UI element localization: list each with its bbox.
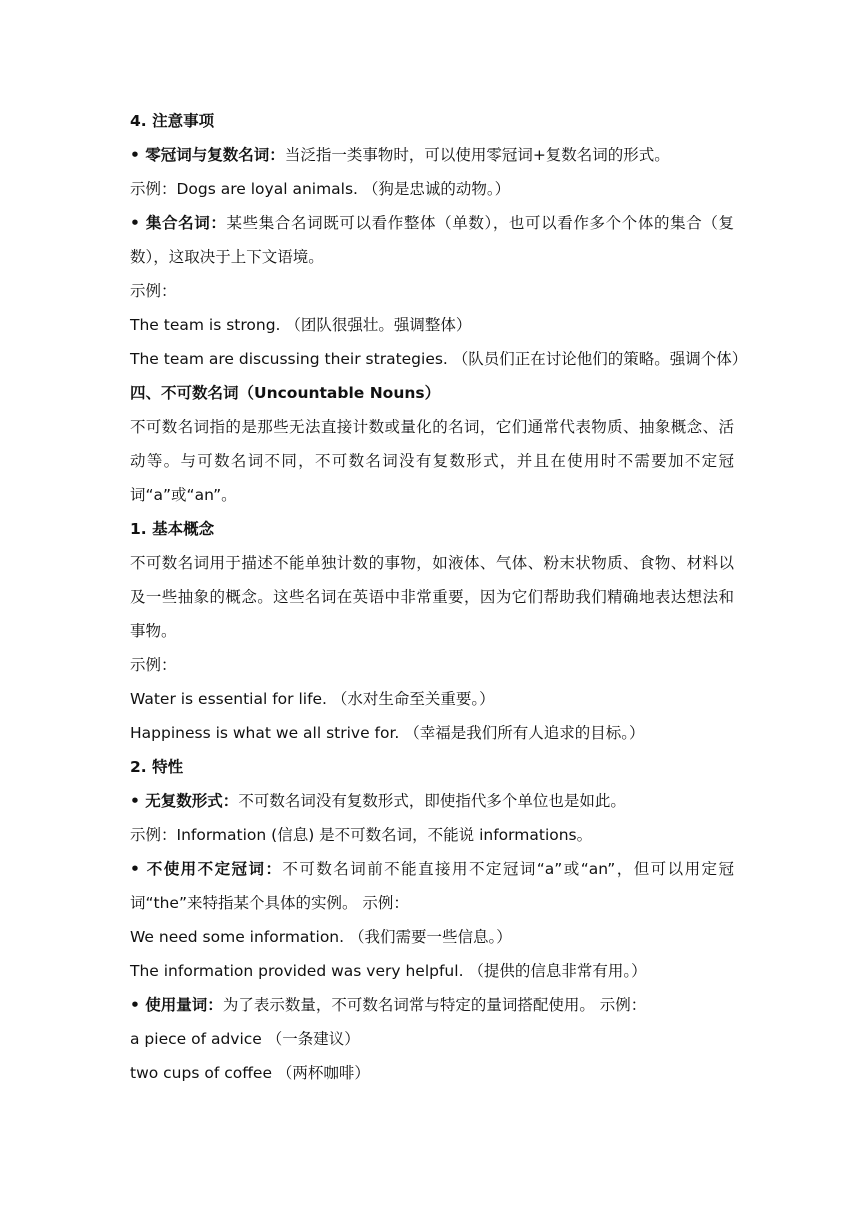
- subsection-heading-characteristics: 2. 特性: [130, 758, 184, 776]
- example-line: The team is strong. （团队很强壮。强调整体）: [130, 316, 472, 334]
- bullet-label: • 集合名词：: [130, 214, 227, 232]
- section-heading-uncountable: 四、不可数名词（Uncountable Nouns）: [130, 384, 441, 402]
- document-page: [130, 104, 748, 1090]
- example-line: The information provided was very helpful. （提供的信息非常有用。）: [130, 962, 647, 980]
- example-line: We need some information. （我们需要一些信息。）: [130, 928, 512, 946]
- example-line: Water is essential for life. （水对生命至关重要。）: [130, 690, 495, 708]
- bullet-label: • 使用量词：: [130, 996, 223, 1014]
- bullet-measure-words: [130, 988, 734, 1022]
- bullet-text: 为了表示数量，不可数名词常与特定的量词搭配使用。 示例：: [222, 996, 647, 1014]
- example-line: Happiness is what we all strive for. （幸福是我们所有人追求的目标。）: [130, 724, 645, 742]
- subsection-heading-notes: 4. 注意事项: [130, 112, 215, 130]
- bullet-no-plural: [130, 784, 734, 818]
- bullet-text: 某些集合名词既可以看作整体（单数），也可以看作多个个体的集合（复数），这取决于上下文语境。: [130, 214, 734, 266]
- basic-concept-paragraph: 不可数名词用于描述不能单独计数的事物，如液体、气体、粉末状物质、食物、材料以及一些抽象的概念。这些名词在英语中非常重要，因为它们帮助我们精确地表达想法和事物。: [130, 554, 734, 640]
- example-line: a piece of advice （一条建议）: [130, 1030, 360, 1048]
- bullet-text: 当泛指一类事物时，可以使用零冠词+复数名词的形式。: [284, 146, 670, 164]
- example-label: 示例：: [130, 282, 177, 300]
- bullet-no-indefinite-article: [130, 852, 734, 920]
- example-line: The team are discussing their strategies. （队员们正在讨论他们的策略。强调个体）: [130, 350, 748, 368]
- subsection-heading-basic-concept: 1. 基本概念: [130, 520, 215, 538]
- example-line: two cups of coffee （两杯咖啡）: [130, 1064, 370, 1082]
- example-line: 示例：Dogs are loyal animals. （狗是忠诚的动物。）: [130, 180, 511, 198]
- bullet-text: 不可数名词前不能直接用不定冠词“a”或“an”，但可以用定冠词“the”来特指某个具体的实例。 示例：: [130, 860, 734, 912]
- bullet-label: • 无复数形式：: [130, 792, 239, 810]
- bullet-text: 不可数名词没有复数形式，即使指代多个单位也是如此。: [238, 792, 626, 810]
- bullet-collective-nouns: [130, 206, 734, 274]
- example-line: 示例：Information (信息) 是不可数名词，不能说 informations。: [130, 826, 593, 844]
- example-label: 示例：: [130, 656, 177, 674]
- bullet-label: • 零冠词与复数名词：: [130, 146, 285, 164]
- bullet-zero-article: [130, 138, 734, 172]
- bullet-label: • 不使用不定冠词：: [130, 860, 283, 878]
- section-intro-paragraph: 不可数名词指的是那些无法直接计数或量化的名词，它们通常代表物质、抽象概念、活动等。与可数名词不同，不可数名词没有复数形式，并且在使用时不需要加不定冠词“a”或“an”。: [130, 418, 734, 504]
